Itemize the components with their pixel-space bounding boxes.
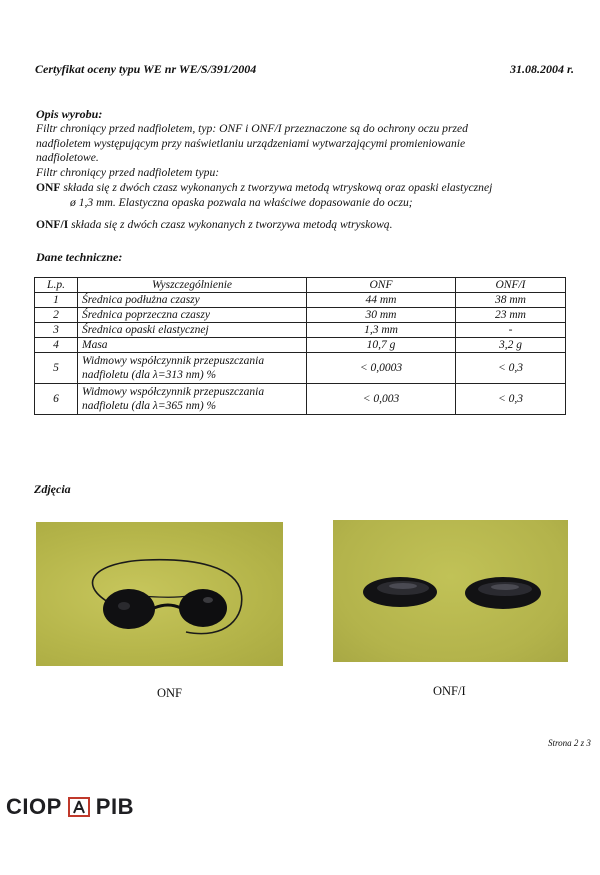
table-row [35,384,566,415]
cell-lp: 2 [35,308,78,323]
technical-data-heading: Dane techniczne: [36,250,123,264]
logo-text-left: CIOP [6,794,62,819]
cell-name: Masa [78,338,307,353]
onf-label: ONF [36,181,61,194]
cell-lp: 4 [35,338,78,353]
description-line: Filtr chroniący przed nadfioletem typu: [36,166,220,179]
certificate-date: 31.08.2004 r. [510,62,575,76]
table-row [35,338,566,353]
onf-photo [36,522,283,666]
description-line: Filtr chroniący przed nadfioletem, typ: ONF i ONF/I przeznaczone są do ochrony oczu przed [36,122,468,135]
description-heading: Opis wyrobu: [36,107,103,121]
onf-description [36,181,492,194]
table-header-row [35,278,566,293]
cell-onfi: 23 mm [456,308,566,323]
table-row [35,308,566,323]
onfi-caption: ONF/I [433,684,466,698]
cell-onfi: 3,2 g [456,338,566,353]
cell-lp: 5 [35,353,78,384]
description-line: nadfioletowe. [36,151,99,164]
cell-lp: 1 [35,293,78,308]
cell-onf: < 0,003 [307,384,456,415]
cell-name: Średnica podłużna czaszy [78,293,307,308]
cell-onf: 44 mm [307,293,456,308]
onfi-description [36,218,393,231]
onfi-text: składa się z dwóch czasz wykonanych z tworzywa metodą wtryskową. [68,218,393,231]
onf-goggles-image [36,522,283,666]
cell-onf: 1,3 mm [307,323,456,338]
page-number: Strona 2 z 3 [548,738,591,748]
onfi-label: ONF/I [36,218,69,231]
column-header-onfi: ONF/I [456,278,566,293]
onf-description-cont: ø 1,3 mm. Elastyczna opaska pozwala na właściwe dopasowanie do oczu; [70,196,413,209]
description-line: nadfioletem występującym przy naświetlaniu urządzeniami wytwarzającymi promieniowanie [36,137,466,150]
column-header-lp: L.p. [35,278,78,293]
cell-onfi: 38 mm [456,293,566,308]
cell-lp: 3 [35,323,78,338]
column-header-onf: ONF [307,278,456,293]
cell-onf: 30 mm [307,308,456,323]
column-header-item: Wyszczególnienie [78,278,307,293]
table-row [35,353,566,384]
ciop-pib-logo [6,794,134,820]
logo-mark-icon [68,797,90,817]
table-row [35,323,566,338]
cell-onf: 10,7 g [307,338,456,353]
cell-name: Widmowy współczynnik przepuszczania nadfioletu (dla λ=313 nm) % [78,353,307,384]
cell-onf: < 0,0003 [307,353,456,384]
cell-lp: 6 [35,384,78,415]
logo-text-right: PIB [95,794,134,819]
photos-heading: Zdjęcia [34,482,71,496]
cell-name: Widmowy współczynnik przepuszczania nadfioletu (dla λ=365 nm) % [78,384,307,415]
cell-onfi: - [456,323,566,338]
onfi-photo [333,520,568,662]
onf-caption: ONF [157,686,183,700]
cell-onfi: < 0,3 [456,353,566,384]
technical-data-table [34,277,566,415]
table-row [35,293,566,308]
onfi-lenses-image [333,520,568,662]
cell-name: Średnica poprzeczna czaszy [78,308,307,323]
certificate-title: Certyfikat oceny typu WE nr WE/S/391/2004 [35,62,257,76]
cell-name: Średnica opaski elastycznej [78,323,307,338]
cell-onfi: < 0,3 [456,384,566,415]
onf-text: składa się z dwóch czasz wykonanych z tworzywa metodą wtryskową oraz opaski elastycznej [60,181,493,194]
